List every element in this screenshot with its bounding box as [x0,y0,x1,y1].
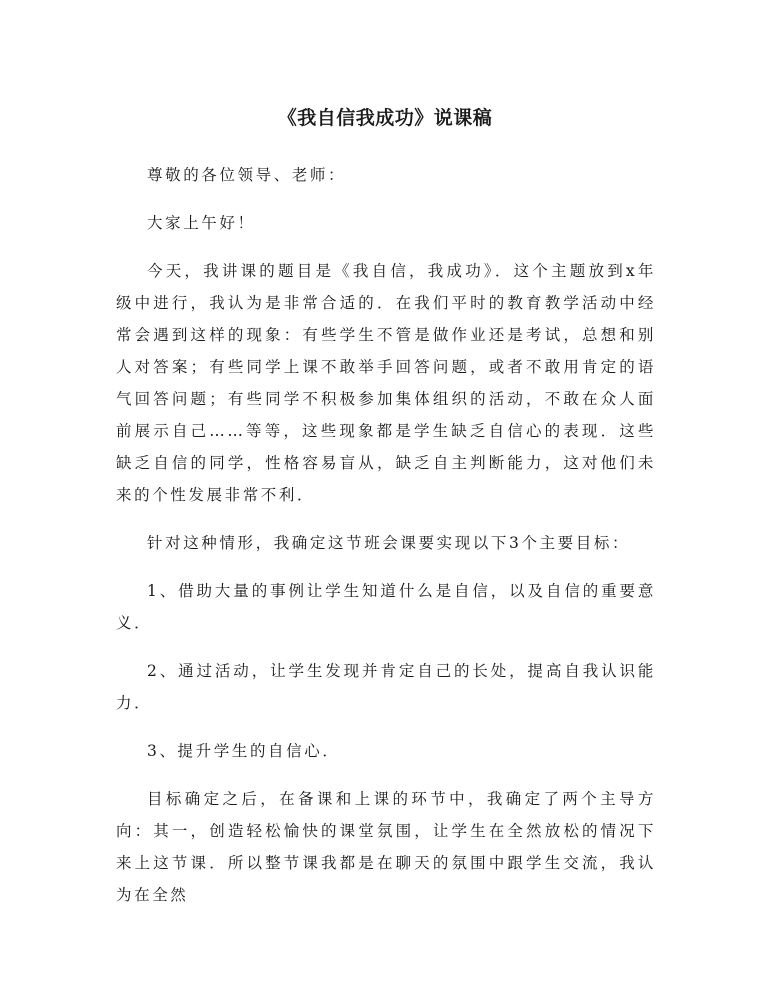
intro-paragraph: 今天，我讲课的题目是《我自信，我成功》．这个主题放到x年级中进行，我认为是非常合适的．在我们平时的教育教学活动中经常会遇到这样的现象：有些学生不管是做作业还是考试，总想和别人对答案；有些同学上课不敢举手回答问题，或者不敢用肯定的语气回答问题；有些同学不积极参加集体组织的活动，不敢在众人面前展示自己……等等，这些现象都是学生缺乏自信心的表现．这些缺乏自信的同学，性格容易盲从，缺乏自主判断能力，这对他们未来的个性发展非常不利． [116,262,656,504]
direction-paragraph: 目标确定之后，在备课和上课的环节中，我确定了两个主导方向：其一，创造轻松愉快的课堂氛围，让学生在全然放松的情况下来上这节课．所以整节课我都是在聊天的氛围中跟学生交流，我认为在全然 [116,790,656,904]
document-title: 《我自信我成功》说课稿 [277,107,493,129]
goal-1-paragraph: 1、借助大量的事例让学生知道什么是自信，以及自信的重要意义． [116,582,656,632]
goals-intro-paragraph: 针对这种情形，我确定这节班会课要实现以下3个主要目标： [147,534,631,552]
goal-3-paragraph: 3、提升学生的自信心． [147,742,341,760]
goal-2-paragraph: 2、通过活动，让学生发现并肯定自己的长处，提高自我认识能力． [116,662,656,712]
greeting-paragraph: 尊敬的各位领导、老师： [147,166,347,184]
salutation-paragraph: 大家上午好！ [147,214,256,232]
document-body [116,159,656,927]
